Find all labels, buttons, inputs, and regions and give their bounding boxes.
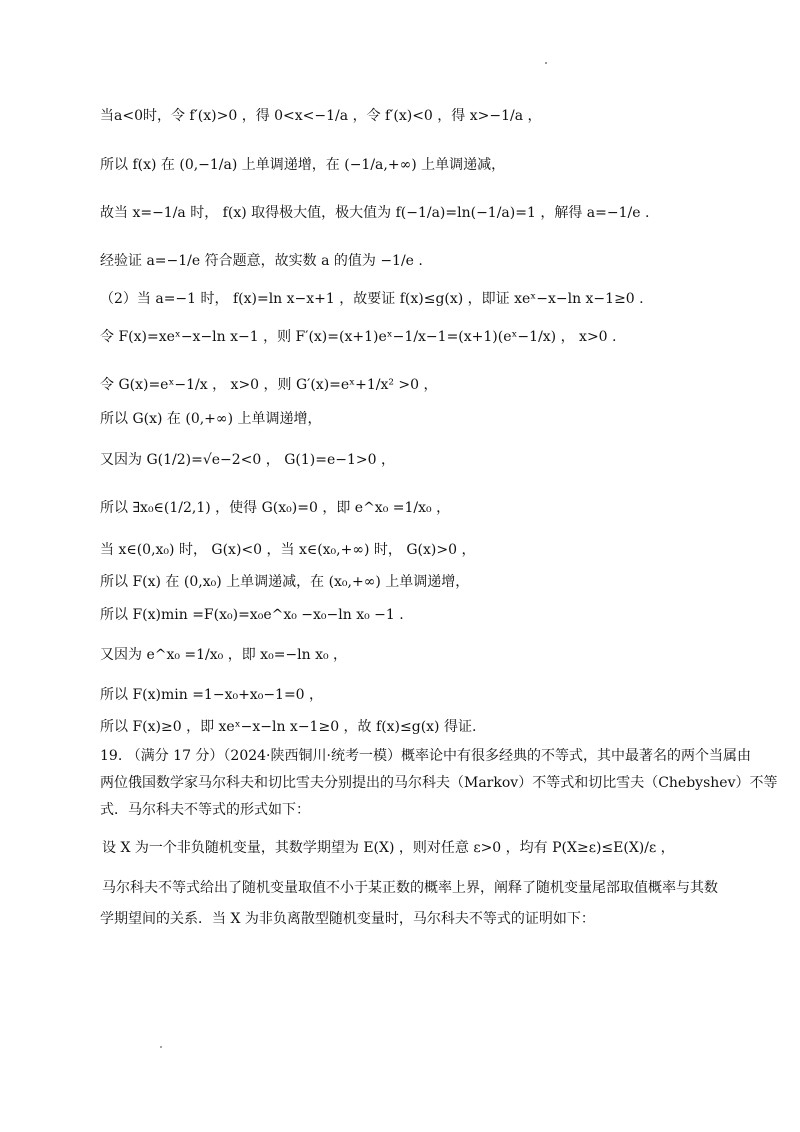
solution-line-11: 当 x∈(0,x₀) 时， G(x)<0 ，当 x∈(x₀,+∞) 时， G(x)>0 ，	[100, 542, 476, 558]
solution-line-2: 所以 f(x) 在 (0,−1/a) 上单调递增，在 (−1/a,+∞) 上单调递减，	[100, 157, 506, 173]
solution-line-16: 所以 F(x)≥0 ，即 xeˣ−x−ln x−1≥0 ，故 f(x)≤g(x) 得证.	[100, 719, 477, 735]
solution-line-7: 令 G(x)=eˣ−1/x ， x>0 ，则 G′(x)=eˣ+1/x² >0 ，	[100, 377, 438, 393]
markov-explanation-line-2: 学期望间的关系．当 X 为非负离散型随机变量时，马尔科夫不等式的证明如下：	[100, 911, 595, 927]
problem-19-line-1: 19. （满分 17 分）（2024·陕西铜川·统考一模）概率论中有很多经典的不等式，其中最著名的两个当属由	[100, 748, 751, 764]
solution-line-9: 又因为 G(1/2)=√e−2<0 ， G(1)=e−1>0 ，	[100, 452, 395, 468]
solution-line-4: 经验证 a=−1/e 符合题意，故实数 a 的值为 −1/e .	[100, 253, 423, 269]
solution-line-6: 令 F(x)=xeˣ−x−ln x−1 ，则 F′(x)=(x+1)eˣ−1/x−1=(x+1)(eˣ−1/x) ， x>0 .	[100, 329, 617, 345]
solution-line-12: 所以 F(x) 在 (0,x₀) 上单调递减，在 (x₀,+∞) 上单调递增，	[100, 574, 470, 590]
page-mark	[545, 62, 547, 64]
part-2-line: （2）当 a=−1 时， f(x)=ln x−x+1 ，故要证 f(x)≤g(x) ，即证 xeˣ−x−ln x−1≥0 .	[100, 291, 644, 307]
solution-line-10: 所以 ∃x₀∈(1/2,1) ，使得 G(x₀)=0 ，即 e^x₀ =1/x₀ ，	[100, 500, 451, 516]
problem-19-line-2: 两位俄国数学家马尔科夫和切比雪夫分别提出的马尔科夫（Markov）不等式和切比雪夫（Chebyshev）不等	[100, 775, 778, 791]
problem-19-line-3: 式．马尔科夫不等式的形式如下：	[100, 802, 310, 818]
solution-line-1: 当a<0时，令 f′(x)>0 ，得 0<x<−1/a ，令 f′(x)<0 ，得 x>−1/a ，	[100, 108, 542, 124]
markov-explanation-line-1: 马尔科夫不等式给出了随机变量取值不小于某正数的概率上界，阐释了随机变量尾部取值概率与其数	[102, 880, 718, 896]
solution-line-8: 所以 G(x) 在 (0,+∞) 上单调递增，	[100, 411, 322, 427]
page-mark-bottom	[160, 1046, 162, 1048]
solution-line-3: 故当 x=−1/a 时， f(x) 取得极大值，极大值为 f(−1/a)=ln(−1/a)=1 ，解得 a=−1/e .	[100, 205, 650, 221]
solution-line-15: 所以 F(x)min =1−x₀+x₀−1=0 ，	[100, 687, 324, 703]
solution-line-13: 所以 F(x)min =F(x₀)=x₀e^x₀ −x₀−ln x₀ −1 .	[100, 607, 404, 623]
markov-inequality-line: 设 X 为一个非负随机变量，其数学期望为 E(X) ，则对任意 ε>0 ，均有 P(X≥ε)≤E(X)/ε ，	[102, 840, 675, 856]
solution-line-14: 又因为 e^x₀ =1/x₀ ，即 x₀=−ln x₀ ，	[100, 647, 348, 663]
